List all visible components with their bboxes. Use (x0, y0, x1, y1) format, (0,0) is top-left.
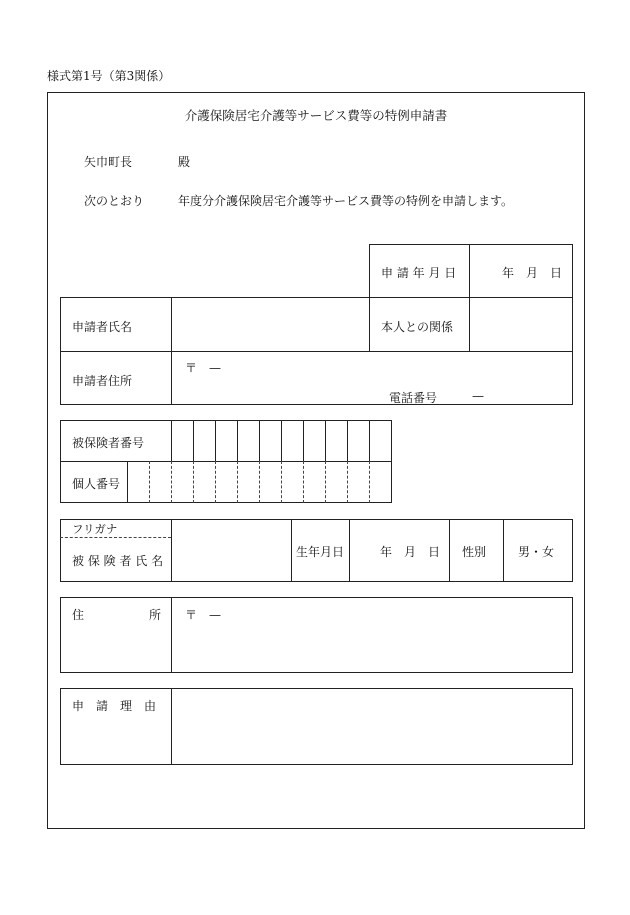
phone-dash: — (472, 389, 484, 403)
personal-number-label: 個人番号 (72, 477, 121, 491)
divider (369, 297, 370, 351)
divider (349, 519, 350, 582)
insured-number-field[interactable] (172, 421, 391, 460)
insured-number-label: 被保険者番号 (72, 436, 145, 450)
divider (469, 244, 470, 298)
applicant-name-label: 申請者氏名 (72, 320, 133, 334)
form-title: 介護保険居宅介護等サービス費等の特例申請書 (184, 108, 448, 123)
address-label-left: 住 (72, 608, 85, 622)
furigana-label: フリガナ (72, 522, 118, 536)
sex-label: 性別 (462, 545, 487, 559)
insured-name-label: 被 保 険 者 氏 名 (72, 554, 164, 568)
personal-number-field[interactable] (128, 462, 391, 502)
form-number: 様式第1号（第3関係） (47, 69, 171, 83)
divider (449, 519, 450, 582)
application-date-field[interactable]: 年 月 日 (502, 266, 563, 280)
relation-label: 本人との関係 (381, 320, 454, 334)
sex-field[interactable]: 男・女 (518, 545, 555, 559)
statement-lead: 次のとおり (84, 194, 145, 208)
birth-date-field[interactable]: 年 月 日 (380, 545, 441, 559)
applicant-address-field[interactable] (172, 352, 572, 404)
divider (291, 519, 292, 582)
furigana-divider (60, 537, 171, 538)
address-label-right: 所 (149, 608, 162, 622)
phone-label: 電話番号 (389, 391, 438, 405)
addressee-name: 矢巾町長 (84, 155, 133, 169)
addressee-honorific: 殿 (178, 155, 191, 169)
relation-field[interactable] (470, 298, 572, 350)
application-date-label: 申 請 年 月 日 (381, 266, 457, 280)
address-field[interactable] (172, 598, 572, 672)
applicant-address-label: 申請者住所 (72, 374, 133, 388)
birth-date-label: 生年月日 (296, 545, 345, 559)
insured-name-field[interactable] (172, 520, 290, 581)
reason-label: 申 請 理 由 (72, 699, 157, 713)
address-postal-mark: 〒 — (185, 608, 222, 622)
applicant-name-field[interactable] (172, 298, 368, 350)
divider (503, 519, 504, 582)
statement-text: 年度分介護保険居宅介護等サービス費等の特例を申請します。 (178, 194, 514, 208)
reason-field[interactable] (172, 689, 572, 764)
applicant-postal-mark: 〒 — (185, 361, 222, 375)
